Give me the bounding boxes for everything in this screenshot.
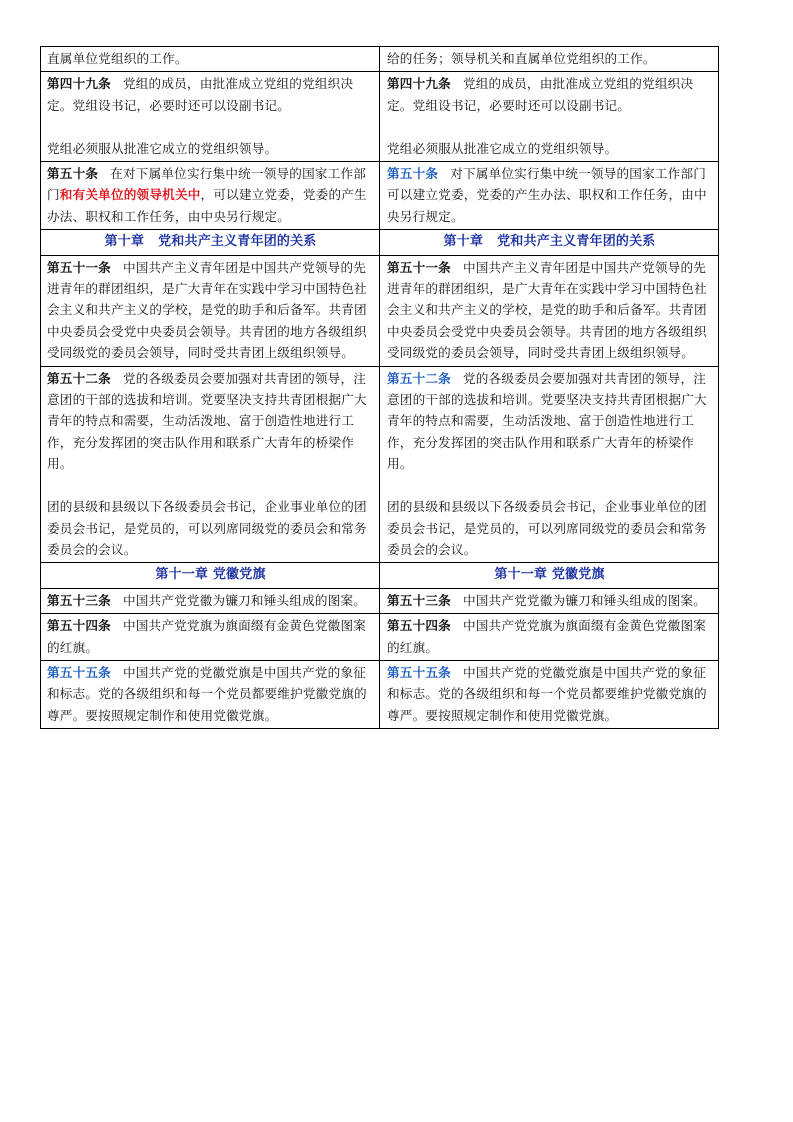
new-text-cell xyxy=(380,47,719,72)
chapter-heading xyxy=(380,230,719,255)
old-text-cell xyxy=(41,47,380,72)
paragraph: 团的县级和县级以下各级委员会书记，企业事业单位的团委员会书记，是党员的，可以列席同级党的委员会和常务委员会的会议。 xyxy=(387,499,707,557)
chapter-title: 党和共产主义青年团的关系 xyxy=(497,234,656,250)
comparison-page xyxy=(40,46,718,729)
article-text: 中国共产党党旗为旗面缀有金黄色党徽图案的红旗。 xyxy=(47,618,367,655)
old-text-cell xyxy=(41,72,380,162)
paragraph xyxy=(47,73,374,116)
old-text-cell xyxy=(41,614,380,661)
chapter-heading xyxy=(380,563,719,588)
article-text: 中国共产党的党徽党旗是中国共产党的象征和标志。党的各级组织和每一个党员都要维护党徽党旗的尊严。要按照规定制作和使用党徽党旗。 xyxy=(47,664,367,723)
article-text: ，可以建立党委，党委的产生办法、职权和工作任务，由中央另行规定。 xyxy=(47,187,367,224)
chapter-heading xyxy=(41,563,380,588)
table-row xyxy=(41,72,719,162)
article-label: 第五十二条 xyxy=(47,370,111,386)
article-text: 党组的成员，由批准成立党组的党组织决定。党组设书记，必要时还可以设副书记。 xyxy=(387,76,694,113)
new-text-cell xyxy=(380,366,719,563)
article-label: 第五十五条 xyxy=(47,664,111,680)
article-text: 中国共产主义青年团是中国共产党领导的先进青年的群团组织，是广大青年在实践中学习中国特色社会主义和共产主义的学校，是党的助手和后备军。共青团中央委员会受党中央委员会领导。共青团的地方各级组织受同级党的委员会领导，同时受共青团上级组织领导。 xyxy=(387,259,707,361)
chapter-number: 第十章 xyxy=(104,234,145,250)
new-text-cell xyxy=(380,660,719,728)
article-label: 第五十一条 xyxy=(47,259,111,275)
table-row xyxy=(41,255,719,366)
old-text-cell xyxy=(41,255,380,366)
chapter-number: 第十一章 xyxy=(155,567,209,583)
chapter-title: 党徽党旗 xyxy=(551,567,605,583)
table-row xyxy=(41,47,719,72)
comparison-table xyxy=(40,46,719,729)
table-row xyxy=(41,366,719,563)
article-label: 第五十三条 xyxy=(387,592,451,608)
article-text: 在对下属单位实行集中统一领导的国家工作部门 xyxy=(47,166,367,203)
table-row xyxy=(41,660,719,728)
article-label: 第五十四条 xyxy=(387,618,451,634)
new-text-cell xyxy=(380,614,719,661)
table-row xyxy=(41,614,719,661)
paragraph xyxy=(47,368,374,475)
chapter-title: 党和共产主义青年团的关系 xyxy=(158,234,317,250)
paragraph xyxy=(387,368,713,475)
chapter-number: 第十章 xyxy=(443,234,484,250)
article-text: 中国共产党的党徽党旗是中国共产党的象征和标志。党的各级组织和每一个党员都要维护党徽党旗的尊严。要按照规定制作和使用党徽党旗。 xyxy=(387,664,707,723)
chapter-title: 党徽党旗 xyxy=(212,567,266,583)
article-text: 中国共产党党旗为旗面缀有金黄色党徽图案的红旗。 xyxy=(387,618,707,655)
article-text: 党的各级委员会要加强对共青团的领导，注意团的干部的选拔和培训。党要坚决支持共青团根据广大青年的特点和需要，生动活泼地、富于创造性地进行工作，充分发挥团的突击队作用和联系广大青年的桥梁作用。 xyxy=(387,370,707,472)
new-text-cell xyxy=(380,72,719,162)
article-text: 中国共产党党徽为镰刀和锤头组成的图案。 xyxy=(462,592,707,608)
article-text: 党组的成员，由批准成立党组的党组织决定。党组设书记，必要时还可以设副书记。 xyxy=(47,76,354,113)
highlighted-change: 和有关单位的领导机关中 xyxy=(59,187,201,203)
article-text: 对下属单位实行集中统一领导的国家工作部门可以建立党委，党委的产生办法、职权和工作任务，由中央另行规定。 xyxy=(387,166,707,224)
article-label: 第五十一条 xyxy=(387,259,451,275)
chapter-heading-row xyxy=(41,563,719,588)
article-label: 第五十二条 xyxy=(387,370,451,386)
old-text-cell xyxy=(41,660,380,728)
new-text-cell xyxy=(380,588,719,613)
paragraph xyxy=(387,73,713,116)
new-text-cell xyxy=(380,162,719,230)
cell-text: 直属单位党组织的工作。 xyxy=(47,51,188,66)
table-row xyxy=(41,162,719,230)
article-text: 党的各级委员会要加强对共青团的领导，注意团的干部的选拔和培训。党要坚决支持共青团根据广大青年的特点和需要，生动活泼地、富于创造性地进行工作，充分发挥团的突击队作用和联系广大青年的桥梁作用。 xyxy=(47,370,367,472)
article-label: 第五十五条 xyxy=(387,664,451,680)
old-text-cell xyxy=(41,162,380,230)
article-label: 第五十四条 xyxy=(47,618,111,634)
paragraph: 党组必须服从批准它成立的党组织领导。 xyxy=(387,140,618,156)
paragraph: 党组必须服从批准它成立的党组织领导。 xyxy=(47,140,278,156)
table-row xyxy=(41,588,719,613)
chapter-heading xyxy=(41,230,380,255)
paragraph: 团的县级和县级以下各级委员会书记，企业事业单位的团委员会书记，是党员的，可以列席同级党的委员会和常务委员会的会议。 xyxy=(47,499,367,557)
cell-text: 给的任务；领导机关和直属单位党组织的工作。 xyxy=(387,51,656,66)
article-label: 第五十条 xyxy=(47,166,99,182)
chapter-heading-row xyxy=(41,230,719,255)
article-text: 中国共产主义青年团是中国共产党领导的先进青年的群团组织，是广大青年在实践中学习中国特色社会主义和共产主义的学校，是党的助手和后备军。共青团中央委员会受党中央委员会领导。共青团的地方各级组织受同级党的委员会领导，同时受共青团上级组织领导。 xyxy=(47,259,367,361)
article-label: 第四十九条 xyxy=(387,76,451,92)
old-text-cell xyxy=(41,366,380,563)
new-text-cell xyxy=(380,255,719,366)
chapter-number: 第十一章 xyxy=(494,567,548,583)
article-label: 第五十三条 xyxy=(47,592,111,608)
article-text: 中国共产党党徽为镰刀和锤头组成的图案。 xyxy=(122,592,367,608)
old-text-cell xyxy=(41,588,380,613)
article-label: 第四十九条 xyxy=(47,76,111,92)
article-label: 第五十条 xyxy=(387,166,439,182)
